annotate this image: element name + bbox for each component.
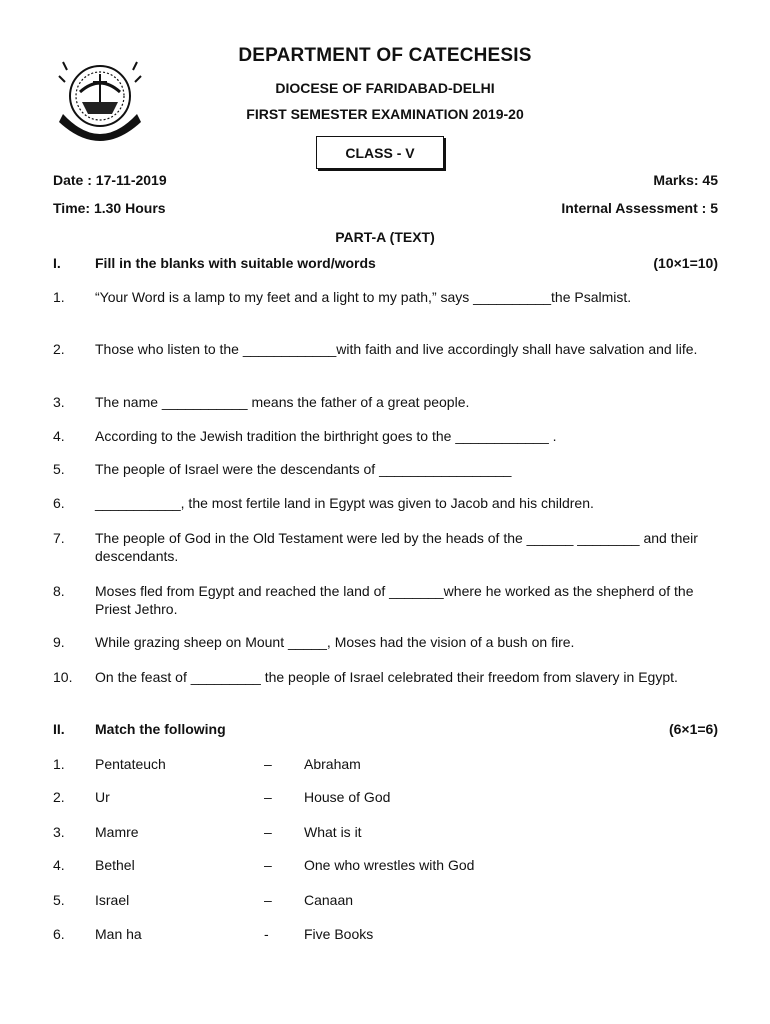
question-number: 10. bbox=[53, 669, 73, 685]
match-right-term: Canaan bbox=[304, 892, 354, 908]
question-text: Those who listen to the ____________with faith and live accordingly shall have salvation and life. bbox=[95, 341, 698, 357]
exam-title: FIRST SEMESTER EXAMINATION 2019-20 bbox=[246, 106, 524, 122]
match-number: 6. bbox=[53, 926, 65, 942]
question-text: On the feast of _________ the people of Israel celebrated their freedom from slavery in Egypt. bbox=[95, 669, 678, 685]
question-text: “Your Word is a lamp to my feet and a light to my path,” says __________the Psalmist. bbox=[95, 289, 632, 305]
question-number: 2. bbox=[53, 341, 65, 357]
question-text: The people of God in the Old Testament were led by the heads of the ______ ________ and their descendants. bbox=[95, 530, 698, 564]
match-number: 5. bbox=[53, 892, 65, 908]
match-right-term: One who wrestles with God bbox=[304, 857, 475, 873]
question-text: Moses fled from Egypt and reached the land of _______where he worked as the shepherd of the Priest Jethro. bbox=[95, 583, 694, 617]
question-text: While grazing sheep on Mount _____, Moses had the vision of a bush on fire. bbox=[95, 634, 575, 650]
question-number: 9. bbox=[53, 634, 65, 650]
diocese-name: DIOCESE OF FARIDABAD-DELHI bbox=[275, 80, 495, 96]
question-number: 6. bbox=[53, 495, 65, 511]
match-dash: – bbox=[264, 824, 272, 840]
match-left-term: Pentateuch bbox=[95, 756, 166, 772]
match-left-term: Israel bbox=[95, 892, 130, 908]
section-2-title: Match the following bbox=[95, 721, 226, 737]
match-number: 2. bbox=[53, 789, 65, 805]
match-number: 1. bbox=[53, 756, 65, 772]
question-number: 3. bbox=[53, 394, 65, 410]
question-text: The name ___________ means the father of a great people. bbox=[95, 394, 470, 410]
match-right-term: Abraham bbox=[304, 756, 361, 772]
match-left-term: Bethel bbox=[95, 857, 135, 873]
section-1-numeral: I. bbox=[53, 255, 61, 271]
question-number: 8. bbox=[53, 583, 65, 599]
question-text: The people of Israel were the descendants of _________________ bbox=[95, 461, 512, 477]
match-dash: – bbox=[264, 789, 272, 805]
section-1-marks: (10×1=10) bbox=[653, 255, 718, 271]
question-text: According to the Jewish tradition the birthright goes to the ____________ . bbox=[95, 428, 557, 444]
match-number: 4. bbox=[53, 857, 65, 873]
match-left-term: Mamre bbox=[95, 824, 139, 840]
match-dash: – bbox=[264, 892, 272, 908]
match-dash: – bbox=[264, 857, 272, 873]
section-1-title: Fill in the blanks with suitable word/words bbox=[95, 255, 376, 271]
match-dash: – bbox=[264, 756, 272, 772]
question-number: 7. bbox=[53, 530, 65, 546]
match-right-term: What is it bbox=[304, 824, 362, 840]
exam-date: Date : 17-11-2019 bbox=[53, 172, 167, 188]
match-right-term: House of God bbox=[304, 789, 391, 805]
part-title: PART-A (TEXT) bbox=[335, 229, 435, 245]
section-2-numeral: II. bbox=[53, 721, 65, 737]
match-right-term: Five Books bbox=[304, 926, 374, 942]
match-dash: - bbox=[264, 926, 269, 942]
department-title: DEPARTMENT OF CATECHESIS bbox=[238, 45, 532, 66]
class-box: CLASS - V bbox=[316, 136, 444, 169]
question-number: 4. bbox=[53, 428, 65, 444]
internal-assessment: Internal Assessment : 5 bbox=[561, 200, 718, 216]
match-number: 3. bbox=[53, 824, 65, 840]
exam-duration: Time: 1.30 Hours bbox=[53, 200, 166, 216]
section-2-marks: (6×1=6) bbox=[668, 721, 718, 737]
question-text: ___________, the most fertile land in Egypt was given to Jacob and his children. bbox=[95, 495, 594, 511]
match-left-term: Ur bbox=[95, 789, 110, 805]
total-marks: Marks: 45 bbox=[653, 172, 718, 188]
question-number: 1. bbox=[53, 289, 65, 305]
match-left-term: Man ha bbox=[95, 926, 142, 942]
question-number: 5. bbox=[53, 461, 65, 477]
